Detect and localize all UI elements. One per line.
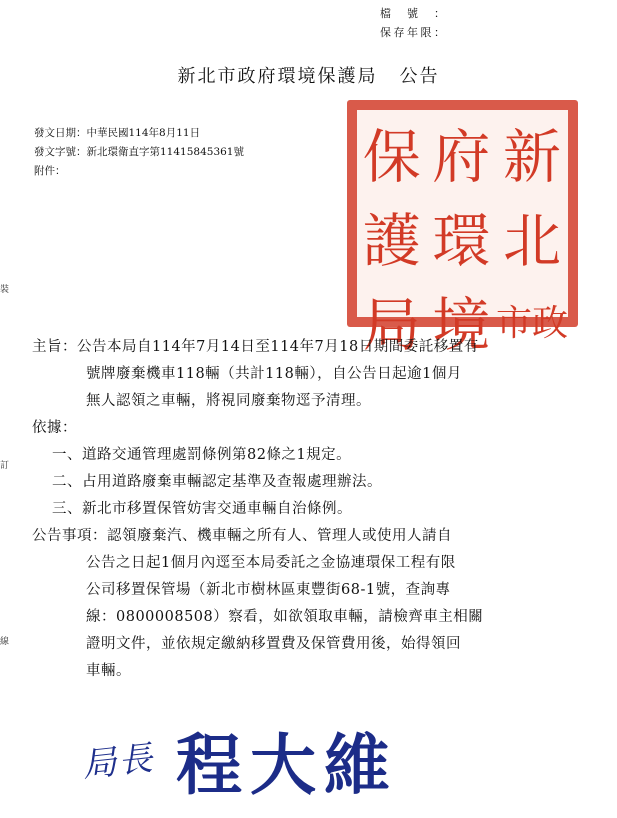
signature-title: 局長 — [80, 738, 157, 786]
basis-item: 二、占用道路廢棄車輛認定基準及查報處理辦法。 — [52, 474, 382, 490]
agency-name: 新北市政府環境保護局 — [177, 66, 378, 87]
seal-char: 保 — [362, 123, 421, 191]
retention-label: 保存年限： — [380, 26, 446, 39]
seal-char: 政 — [531, 302, 568, 344]
seal-char: 局 — [362, 291, 421, 359]
notice-line: 線：0800008508）察看，如欲領取車輛，請檢齊車主相關 — [86, 609, 484, 625]
margin-mark: 線 — [0, 637, 10, 647]
document-number: 發文字號：新北環衛直字第11415845361號 — [34, 146, 244, 158]
official-seal — [347, 100, 578, 359]
page-title — [0, 62, 617, 88]
subject-line: 無人認領之車輛，將視同廢棄物逕予清理。 — [86, 393, 371, 409]
seal-char: 市 — [495, 302, 532, 344]
margin-mark: 裝 — [0, 285, 10, 295]
notice-line: 證明文件，並依規定繳納移置費及保管費用後，始得領回 — [86, 636, 461, 652]
issue-date: 發文日期：中華民國114年8月11日 — [34, 127, 201, 139]
file-number-row — [380, 4, 446, 23]
basis-label: 依據： — [32, 420, 77, 436]
attachment: 附件： — [34, 165, 66, 177]
file-number-label: 檔號： — [380, 7, 446, 20]
seal-char: 環 — [432, 207, 491, 275]
notice-line: 公告之日起1個月內逕至本局委託之金協連環保工程有限 — [86, 555, 456, 571]
notice-line: 公司移置保管場（新北市樹林區東豐街68-1號，查詢專 — [86, 582, 451, 598]
seal-char: 境 — [432, 291, 491, 359]
seal-char: 新 — [502, 123, 561, 191]
subject-line: 主旨：公告本局自114年7月14日至114年7月18日期間委託移置有 — [32, 339, 479, 355]
basis-item: 三、新北市移置保管妨害交通車輛自治條例。 — [52, 501, 352, 517]
subject-line: 號牌廢棄機車118輛（共計118輛），自公告日起逾1個月 — [86, 366, 462, 382]
seal-char: 護 — [362, 207, 421, 275]
retention-row — [380, 23, 446, 42]
notice-line: 公告事項：認領廢棄汽、機車輛之所有人、管理人或使用人請自 — [32, 528, 452, 544]
signature-name: 程大維 — [176, 726, 398, 804]
notice-line: 車輛。 — [86, 663, 131, 679]
margin-mark: 訂 — [0, 461, 10, 471]
seal-char: 北 — [502, 207, 561, 275]
announcement-body — [32, 334, 592, 685]
seal-char: 府 — [432, 123, 491, 191]
basis-item: 一、道路交通管理處罰條例第82條之1規定。 — [52, 447, 352, 463]
archive-info — [380, 4, 446, 42]
seal-characters — [357, 110, 568, 359]
document-meta — [34, 124, 244, 181]
document-type: 公告 — [399, 66, 440, 87]
